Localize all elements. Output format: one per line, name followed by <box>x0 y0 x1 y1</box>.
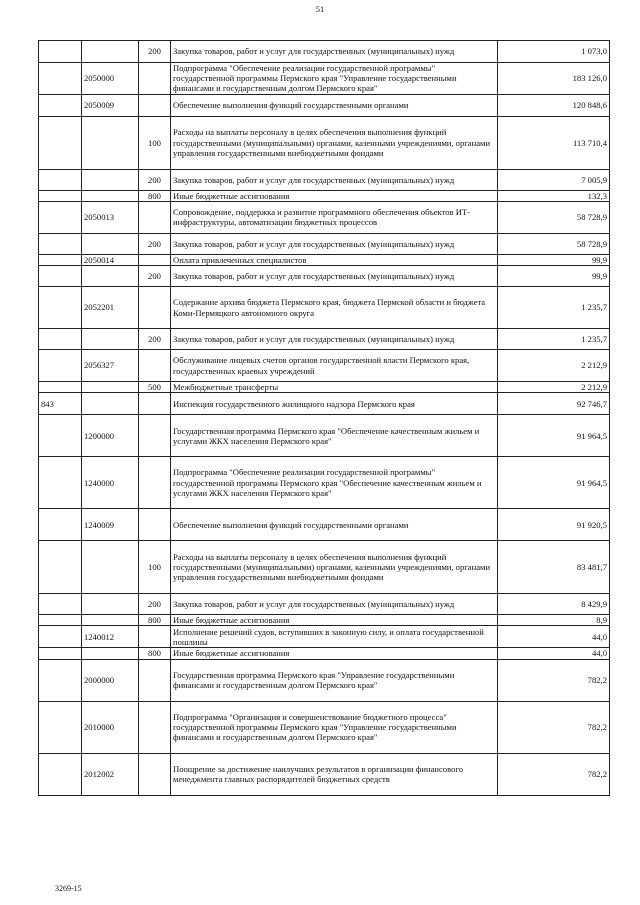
target-article-cell <box>82 615 139 626</box>
item-name-cell: Сопровождение, поддержка и развитие программного обеспечения объектов ИТ-инфраструктуры, автоматизации бюджетных процессов <box>171 201 498 233</box>
amount-cell: 99,9 <box>498 254 610 265</box>
amount-cell: 782,2 <box>498 753 610 795</box>
target-article-cell <box>82 41 139 63</box>
expense-kind-cell <box>139 94 171 116</box>
item-name-cell: Обеспечение выполнения функций государственными органами <box>171 509 498 541</box>
admin-code-cell <box>39 594 82 615</box>
admin-code-cell <box>39 382 82 393</box>
expense-kind-cell <box>139 350 171 382</box>
expense-kind-cell: 200 <box>139 266 171 287</box>
item-name-cell: Иные бюджетные ассигнования <box>171 190 498 201</box>
item-name-cell: Закупка товаров, работ и услуг для государственных (муниципальных) нужд <box>171 329 498 350</box>
table-row <box>39 266 610 287</box>
target-article-cell <box>82 190 139 201</box>
amount-cell: 1 235,7 <box>498 329 610 350</box>
admin-code-cell <box>39 254 82 265</box>
amount-cell: 120 848,6 <box>498 94 610 116</box>
item-name-cell: Обеспечение выполнения функций государственными органами <box>171 94 498 116</box>
amount-cell: 44,0 <box>498 626 610 648</box>
table-row <box>39 393 610 415</box>
item-name-cell: Государственная программа Пермского края "Управление государственными финансами и государственным долгом Пермского края" <box>171 659 498 701</box>
amount-cell: 8 429,9 <box>498 594 610 615</box>
admin-code-cell <box>39 266 82 287</box>
amount-cell: 7 005,9 <box>498 169 610 190</box>
admin-code-cell <box>39 41 82 63</box>
item-name-cell: Иные бюджетные ассигнования <box>171 615 498 626</box>
item-name-cell: Иные бюджетные ассигнования <box>171 648 498 659</box>
item-name-cell: Поощрение за достижение наилучших результатов в организации финансового менеджмента главных распорядителей бюджетных средств <box>171 753 498 795</box>
table-row <box>39 753 610 795</box>
footer-code: 3269-15 <box>55 884 82 893</box>
table-row <box>39 594 610 615</box>
item-name-cell: Закупка товаров, работ и услуг для государственных (муниципальных) нужд <box>171 41 498 63</box>
expense-kind-cell: 100 <box>139 116 171 169</box>
expense-kind-cell <box>139 509 171 541</box>
expense-kind-cell: 800 <box>139 190 171 201</box>
table-row <box>39 254 610 265</box>
target-article-cell: 2056327 <box>82 350 139 382</box>
expense-kind-cell: 200 <box>139 594 171 615</box>
table-row <box>39 233 610 254</box>
budget-table <box>38 40 610 796</box>
amount-cell: 782,2 <box>498 701 610 753</box>
table-row <box>39 169 610 190</box>
admin-code-cell <box>39 169 82 190</box>
expense-kind-cell <box>139 63 171 95</box>
amount-cell: 58 728,9 <box>498 233 610 254</box>
admin-code-cell <box>39 201 82 233</box>
target-article-cell: 2010000 <box>82 701 139 753</box>
expense-kind-cell: 200 <box>139 41 171 63</box>
item-name-cell: Закупка товаров, работ и услуг для государственных (муниципальных) нужд <box>171 169 498 190</box>
item-name-cell: Подпрограмма "Обеспечение реализации государственной программы" государственной программы Пермского края "Управление государственными финансами и государственным долгом Пермского края" <box>171 63 498 95</box>
table-row <box>39 457 610 509</box>
expense-kind-cell <box>139 254 171 265</box>
amount-cell: 91 920,5 <box>498 509 610 541</box>
admin-code-cell <box>39 190 82 201</box>
table-row <box>39 116 610 169</box>
target-article-cell <box>82 329 139 350</box>
target-article-cell: 2000000 <box>82 659 139 701</box>
item-name-cell: Закупка товаров, работ и услуг для государственных (муниципальных) нужд <box>171 233 498 254</box>
target-article-cell: 1240000 <box>82 457 139 509</box>
table-row <box>39 41 610 63</box>
expense-kind-cell <box>139 393 171 415</box>
target-article-cell <box>82 233 139 254</box>
amount-cell: 1 235,7 <box>498 287 610 329</box>
expense-kind-cell: 500 <box>139 382 171 393</box>
amount-cell: 2 212,9 <box>498 382 610 393</box>
expense-kind-cell <box>139 415 171 457</box>
expense-kind-cell <box>139 659 171 701</box>
amount-cell: 132,3 <box>498 190 610 201</box>
admin-code-cell <box>39 648 82 659</box>
target-article-cell <box>82 594 139 615</box>
budget-table-body <box>39 41 610 796</box>
table-row <box>39 287 610 329</box>
admin-code-cell <box>39 541 82 594</box>
table-row <box>39 659 610 701</box>
item-name-cell: Инспекция государственного жилищного надзора Пермского края <box>171 393 498 415</box>
admin-code-cell <box>39 415 82 457</box>
target-article-cell <box>82 382 139 393</box>
table-row <box>39 190 610 201</box>
amount-cell: 113 710,4 <box>498 116 610 169</box>
expense-kind-cell <box>139 457 171 509</box>
admin-code-cell <box>39 626 82 648</box>
admin-code-cell <box>39 457 82 509</box>
target-article-cell <box>82 393 139 415</box>
expense-kind-cell <box>139 753 171 795</box>
amount-cell: 44,0 <box>498 648 610 659</box>
amount-cell: 183 126,0 <box>498 63 610 95</box>
item-name-cell: Расходы на выплаты персоналу в целях обеспечения выполнения функций государственными (муниципальными) органами, казенными учреждениями, органами управления государственными внебюджетными фондами <box>171 541 498 594</box>
expense-kind-cell: 800 <box>139 615 171 626</box>
table-row <box>39 415 610 457</box>
admin-code-cell <box>39 287 82 329</box>
admin-code-cell <box>39 63 82 95</box>
target-article-cell <box>82 541 139 594</box>
target-article-cell <box>82 169 139 190</box>
amount-cell: 782,2 <box>498 659 610 701</box>
amount-cell: 2 212,9 <box>498 350 610 382</box>
item-name-cell: Оплата привлеченных специалистов <box>171 254 498 265</box>
amount-cell: 83 481,7 <box>498 541 610 594</box>
table-row <box>39 350 610 382</box>
item-name-cell: Подпрограмма "Обеспечение реализации государственной программы" государственной программы Пермского края "Обеспечение качественным жильем и услугами ЖКХ населения Пермского края" <box>171 457 498 509</box>
item-name-cell: Подпрограмма "Организация и совершенствование бюджетного процесса" государственной программы Пермского края "Управление государственными финансами и государственным долгом Пермского края" <box>171 701 498 753</box>
amount-cell: 8,9 <box>498 615 610 626</box>
amount-cell: 1 073,0 <box>498 41 610 63</box>
target-article-cell: 1240012 <box>82 626 139 648</box>
table-row <box>39 329 610 350</box>
expense-kind-cell <box>139 701 171 753</box>
admin-code-cell <box>39 659 82 701</box>
table-row <box>39 94 610 116</box>
item-name-cell: Закупка товаров, работ и услуг для государственных (муниципальных) нужд <box>171 594 498 615</box>
expense-kind-cell: 200 <box>139 329 171 350</box>
item-name-cell: Межбюджетные трансферты <box>171 382 498 393</box>
item-name-cell: Государственная программа Пермского края "Обеспечение качественным жильем и услугами ЖКХ населения Пермского края" <box>171 415 498 457</box>
admin-code-cell <box>39 509 82 541</box>
table-row <box>39 626 610 648</box>
item-name-cell: Обслуживание лицевых счетов органов государственной власти Пермского края, государственных краевых учреждений <box>171 350 498 382</box>
table-row <box>39 701 610 753</box>
table-row <box>39 648 610 659</box>
table-row <box>39 201 610 233</box>
target-article-cell: 2050013 <box>82 201 139 233</box>
table-row <box>39 63 610 95</box>
admin-code-cell <box>39 350 82 382</box>
target-article-cell: 2050009 <box>82 94 139 116</box>
expense-kind-cell <box>139 201 171 233</box>
expense-kind-cell <box>139 287 171 329</box>
target-article-cell: 1240009 <box>82 509 139 541</box>
item-name-cell: Содержание архива бюджета Пермского края, бюджета Пермской области и бюджета Коми-Пермяцкого автономного округа <box>171 287 498 329</box>
expense-kind-cell: 200 <box>139 233 171 254</box>
admin-code-cell <box>39 233 82 254</box>
admin-code-cell: 843 <box>39 393 82 415</box>
admin-code-cell <box>39 116 82 169</box>
table-row <box>39 615 610 626</box>
item-name-cell: Исполнение решений судов, вступивших в законную силу, и оплата государственной пошлины <box>171 626 498 648</box>
target-article-cell: 2050000 <box>82 63 139 95</box>
expense-kind-cell: 100 <box>139 541 171 594</box>
target-article-cell: 2012002 <box>82 753 139 795</box>
admin-code-cell <box>39 753 82 795</box>
amount-cell: 92 746,7 <box>498 393 610 415</box>
admin-code-cell <box>39 615 82 626</box>
page-number: 51 <box>315 4 325 14</box>
amount-cell: 91 964,5 <box>498 415 610 457</box>
target-article-cell: 2052201 <box>82 287 139 329</box>
admin-code-cell <box>39 329 82 350</box>
admin-code-cell <box>39 701 82 753</box>
amount-cell: 58 728,9 <box>498 201 610 233</box>
target-article-cell <box>82 266 139 287</box>
target-article-cell: 2050014 <box>82 254 139 265</box>
expense-kind-cell <box>139 626 171 648</box>
amount-cell: 99,9 <box>498 266 610 287</box>
target-article-cell: 1200000 <box>82 415 139 457</box>
item-name-cell: Закупка товаров, работ и услуг для государственных (муниципальных) нужд <box>171 266 498 287</box>
admin-code-cell <box>39 94 82 116</box>
table-row <box>39 541 610 594</box>
target-article-cell <box>82 116 139 169</box>
target-article-cell <box>82 648 139 659</box>
expense-kind-cell: 200 <box>139 169 171 190</box>
expense-kind-cell: 800 <box>139 648 171 659</box>
item-name-cell: Расходы на выплаты персоналу в целях обеспечения выполнения функций государственными (муниципальными) органами, казенными учреждениями, органами управления государственными внебюджетными фондами <box>171 116 498 169</box>
table-row <box>39 382 610 393</box>
amount-cell: 91 964,5 <box>498 457 610 509</box>
table-row <box>39 509 610 541</box>
